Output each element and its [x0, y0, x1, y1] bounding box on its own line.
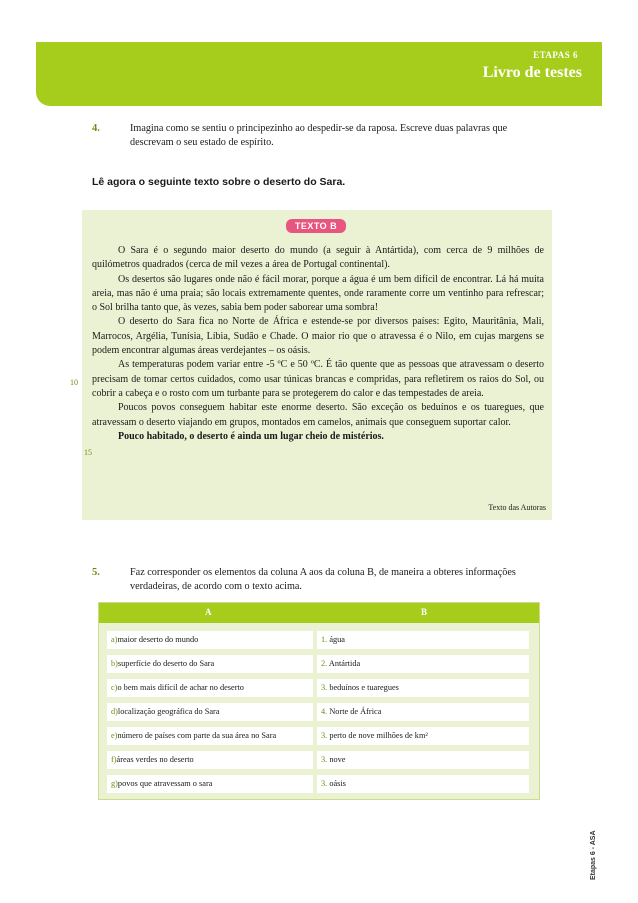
matching-table	[98, 602, 540, 800]
cell-b: 3. nove	[317, 751, 529, 769]
cell-a: e)número de países com parte da sua área no Sara	[107, 727, 313, 745]
table-row	[99, 749, 539, 771]
paragraph-1: O Sara é o segundo maior deserto do mundo (a seguir à Antártida), com cerca de 9 milhões de quilómetros quadrados (cerca de mil vezes a área de Portugal continental).	[92, 245, 544, 271]
cell-b: 1. água	[317, 631, 529, 649]
text-badge: TEXTO B	[286, 219, 346, 233]
book-title: Livro de testes	[482, 64, 582, 81]
cell-b: 4. Norte de África	[317, 703, 529, 721]
paragraph-5: Poucos povos conseguem habitar este enorme deserto. São exceção os beduínos e os tuaregues, que atravessam o deserto viajando em grupos, montados em camelos, animais que conseguem suportar calor.	[92, 402, 544, 428]
cell-a: c)o bem mais difícil de achar no deserto	[107, 679, 313, 697]
cell-a: a)maior deserto do mundo	[107, 631, 313, 649]
question-number: 4.	[92, 123, 100, 134]
question-text: Faz corresponder os elementos da coluna A aos da coluna B, de maneira a obteres informações verdadeiras, de acordo com o texto acima.	[130, 567, 516, 592]
series-title: ETAPAS 6	[533, 50, 578, 60]
paragraph-3: O deserto do Sara fica no Norte de África e estende-se por diversos países: Egito, Mauritânia, Mali, Marrocos, Argélia, Tunísia, Líbia, Sudão e Chade. O maior rio que o atravessa é o Nilo, em cujas margens se podem encontrar algumas áreas verdejantes – os oásis.	[92, 316, 544, 357]
table-header	[99, 603, 539, 623]
column-b-header: B	[421, 607, 428, 617]
table-row	[99, 725, 539, 747]
text-body	[92, 244, 544, 444]
paragraph-6: Pouco habitado, o deserto é ainda um lugar cheio de mistérios.	[118, 430, 384, 442]
table-row	[99, 629, 539, 651]
table-row	[99, 701, 539, 723]
cell-b: 3. perto de nove milhões de km²	[317, 727, 529, 745]
table-row	[99, 653, 539, 675]
question-number: 5.	[92, 567, 100, 578]
cell-a: d)localização geográfica do Sara	[107, 703, 313, 721]
cell-a: f)áreas verdes no deserto	[107, 751, 313, 769]
question-text: Imagina como se sentiu o principezinho ao despedir-se da raposa. Escreve duas palavras que descrevam o seu estado de espírito.	[130, 123, 508, 148]
cell-b: 3. oásis	[317, 775, 529, 793]
cell-a: b)superfície do deserto do Sara	[107, 655, 313, 673]
text-source: Texto das Autoras	[488, 503, 546, 512]
cell-a: g)povos que atravessam o sara	[107, 775, 313, 793]
cell-b: 2. Antártida	[317, 655, 529, 673]
table-row	[99, 677, 539, 699]
paragraph-4: As temperaturas podem variar entre -5 ºC e 50 ºC. É tão quente que as pessoas que atravessam o deserto precisam de tomar certos cuidados, como usar túnicas brancas e compridas, para refletirem os raios do Sol, ou cobrir a cabeça e o rosto com um turbante para se protegerem do calor e das tempestades de areia.	[92, 359, 544, 399]
side-label: Etapas 6 - ASA	[590, 830, 597, 880]
reading-instruction: Lê agora o seguinte texto sobre o deserto do Sara.	[92, 176, 346, 188]
column-a-header: A	[205, 607, 212, 617]
table-row	[99, 773, 539, 795]
cell-b: 3. beduínos e tuaregues	[317, 679, 529, 697]
header-banner	[36, 42, 602, 106]
paragraph-2: Os desertos são lugares onde não é fácil morar, porque a água é um bem difícil de encontrar. Lá há muita areia, mas não é uma praia; são locais extremamente quentes, onde raramente corre um ventinho para refrescar; o Sol brilha tanto que, às vezes, sabia bem poder saborear uma sombra!	[92, 273, 544, 314]
line-number-10: 10	[70, 378, 78, 387]
line-number-15: 15	[84, 448, 92, 457]
